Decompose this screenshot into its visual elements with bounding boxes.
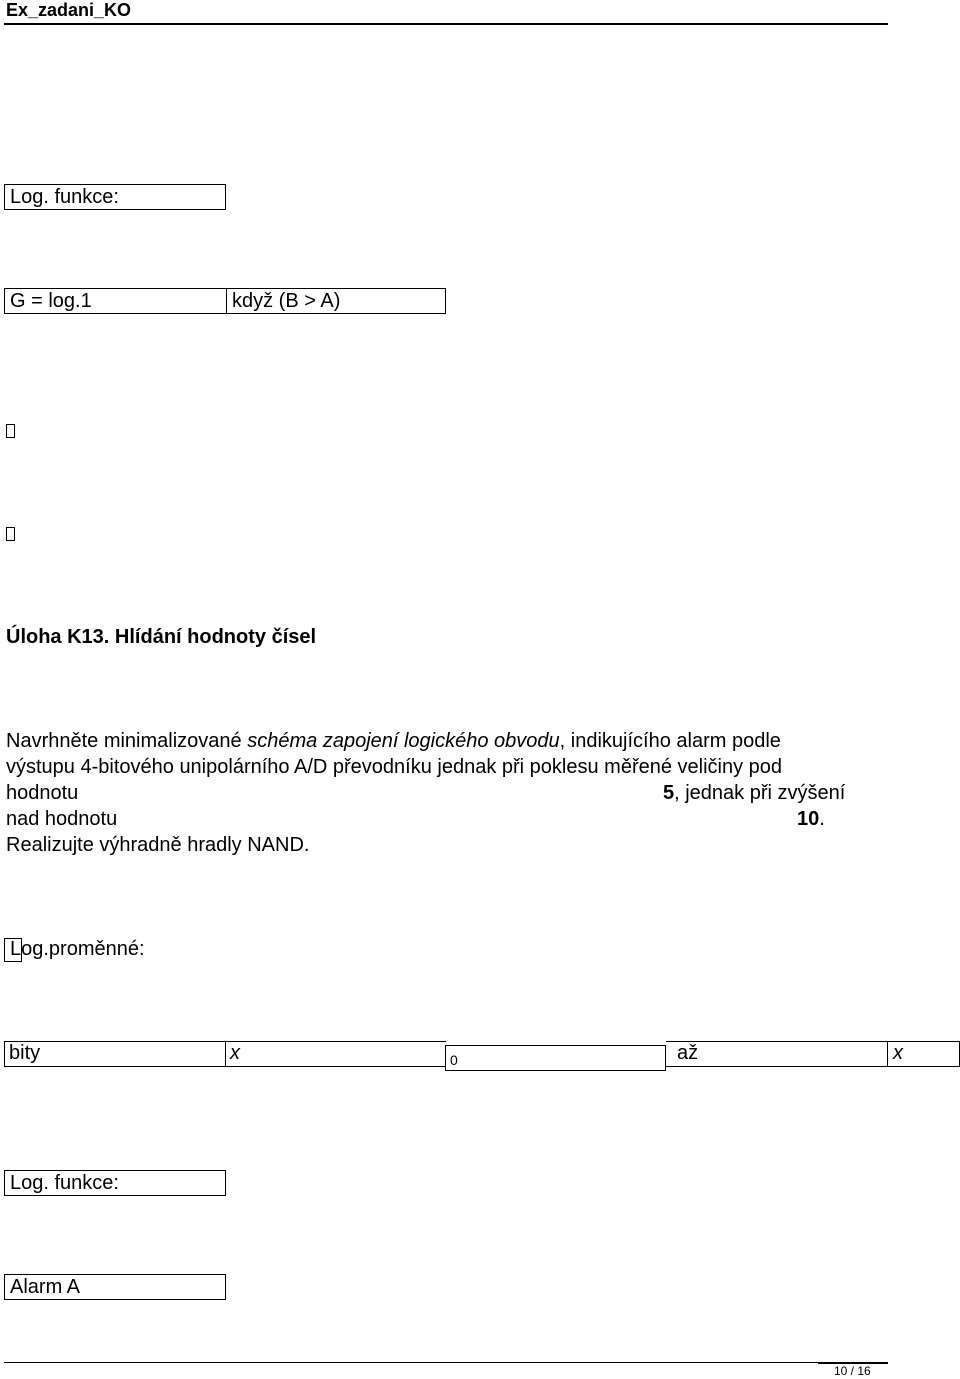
g-condition-cell [226, 289, 445, 313]
header-divider [4, 23, 888, 25]
task-line-1 [6, 729, 781, 753]
alarm-label: Alarm A [10, 1276, 81, 1298]
variable-x-start: x [230, 1042, 240, 1064]
missing-glyph-icon [6, 424, 15, 438]
g-function-cell [5, 289, 226, 313]
task-line-5: Realizujte výhradně hradly NAND. [6, 834, 310, 856]
cell-divider [887, 1041, 888, 1067]
task-line-3-right [663, 781, 845, 805]
alarm-box [4, 1274, 226, 1300]
bits-row-right [666, 1041, 960, 1067]
bits-label: bity [9, 1042, 41, 1064]
variable-x-end: x [893, 1042, 903, 1064]
g-function-row [4, 288, 446, 314]
task-text: , jednak při zvýšení [674, 782, 846, 804]
log-function-label: Log. funkce: [10, 186, 119, 208]
g-condition-text: když (B > A) [232, 290, 341, 312]
variables-label: Log.proměnné: [10, 938, 145, 960]
log-function-box [4, 184, 226, 210]
task-text: Navrhněte minimalizované [6, 730, 248, 752]
missing-glyph-icon [6, 527, 15, 541]
task-text: , indikujícího alarm podle [559, 730, 781, 752]
task-text: . [819, 808, 825, 830]
cell-divider [225, 1041, 226, 1067]
bits-row [4, 1041, 960, 1067]
task-line-3-left: hodnotu [6, 782, 79, 804]
subscript-zero: 0 [450, 1052, 458, 1068]
log-function-label: Log. funkce: [10, 1172, 119, 1194]
g-function-text: G = log.1 [10, 290, 92, 312]
task-line-4-left: nad hodnotu [6, 808, 118, 830]
task-line-2: výstupu 4-bitového unipolárního A/D převodníku jednak při poklesu měřené veličiny pod [6, 756, 783, 778]
task-emphasis: schéma zapojení logického obvodu [247, 730, 560, 752]
bits-subscript-cell [445, 1045, 666, 1071]
lower-threshold-value: 5 [663, 782, 675, 804]
page-number: 10 / 16 [834, 1364, 871, 1378]
task-line-4-right [797, 807, 825, 831]
upper-threshold-value: 10 [797, 808, 820, 830]
range-to-label: až [677, 1042, 699, 1064]
task-heading: Úloha K13. Hlídání hodnoty čísel [6, 626, 317, 648]
footer-divider [4, 1362, 888, 1363]
document-title: Ex_zadani_KO [6, 0, 132, 20]
log-function-box-2 [4, 1170, 226, 1196]
